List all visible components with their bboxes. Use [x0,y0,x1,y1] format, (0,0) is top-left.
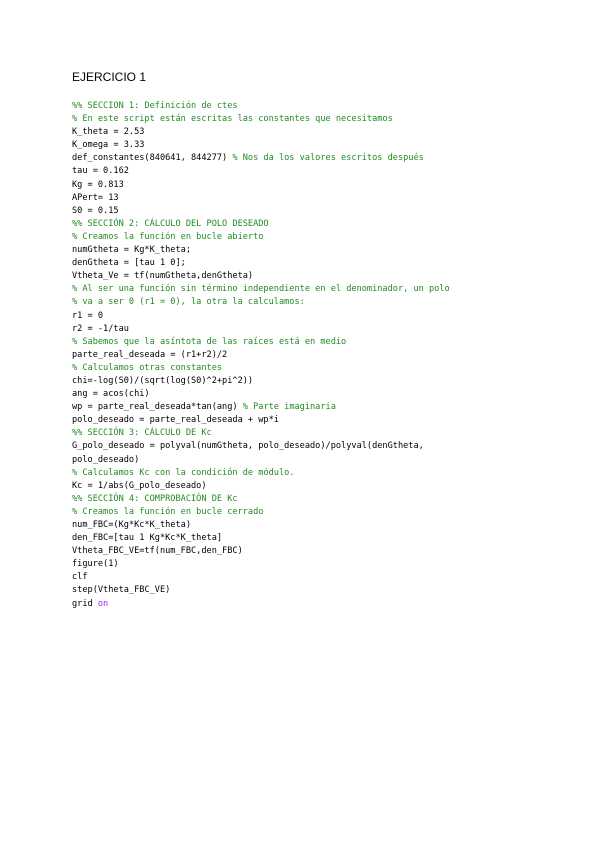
code-line [72,375,532,388]
code-text: tau = 0.162 [72,166,129,177]
code-text: polo_deseado = parte_real_deseada + wp*i [72,415,279,426]
code-comment: %% SECCIÓN 4: COMPROBACIÓN DE Kc [72,493,238,504]
code-line [72,519,532,532]
code-text: G_polo_deseado = polyval(numGtheta, polo_deseado)/polyval(denGtheta, [72,441,424,452]
code-line [72,584,532,597]
code-text: S0 = 0.15 [72,205,119,216]
code-text: step(Vtheta_FBC_VE) [72,585,171,596]
code-line [72,126,532,139]
code-text: r1 = 0 [72,310,104,321]
code-text: r2 = -1/tau [72,323,129,334]
code-line [72,205,532,218]
code-comment: %% SECCIÓN 2: CÁLCULO DEL POLO DESEADO [72,218,269,229]
code-comment: %% SECCIÓN 3: CÁLCULO DE Kc [72,428,212,439]
code-text: grid [72,598,98,609]
code-line [72,558,532,571]
code-comment: % va a ser 0 (r1 = 0), la otra la calculamos: [72,297,305,308]
code-text: def_constantes(840641, 844277) [72,153,233,164]
document-title: EJERCICIO 1 [72,70,147,84]
code-comment: % En este script están escritas las constantes que necesitamos [72,114,393,125]
code-comment: % Nos da los valores escritos después [232,153,424,164]
code-text: polo_deseado) [72,454,140,465]
code-text: chi=-log(S0)/(sqrt(log(S0)^2+pi^2)) [72,375,254,386]
code-comment: % Al ser una función sin término independiente en el denominador, un polo [72,284,450,295]
code-line [72,179,532,192]
code-line [72,427,532,440]
code-text: clf [72,572,88,583]
code-line [72,218,532,231]
code-text: Vtheta_Ve = tf(numGtheta,denGtheta) [72,271,254,282]
code-line [72,323,532,336]
code-text: den_FBC=[tau 1 Kg*Kc*K_theta] [72,533,223,544]
code-line [72,388,532,401]
code-line [72,139,532,152]
code-line [72,244,532,257]
code-line [72,401,532,414]
code-text: Kg = 0.813 [72,179,124,190]
code-line [72,310,532,323]
code-text: Vtheta_FBC_VE=tf(num_FBC,den_FBC) [72,546,243,557]
code-comment: % Creamos la función en bucle cerrado [72,506,264,517]
code-line [72,362,532,375]
code-text: figure(1) [72,559,119,570]
code-line [72,349,532,362]
code-line [72,113,532,126]
code-text: K_omega = 3.33 [72,140,145,151]
code-line [72,493,532,506]
code-comment: % Creamos la función en bucle abierto [72,231,264,242]
code-line [72,336,532,349]
code-line [72,296,532,309]
code-line [72,598,532,611]
code-text: K_theta = 2.53 [72,127,145,138]
code-comment: % Calculamos Kc con la condición de módulo. [72,467,295,478]
code-line [72,152,532,165]
code-line [72,192,532,205]
code-line [72,467,532,480]
code-keyword: on [97,598,109,609]
code-line [72,506,532,519]
code-text: APert= 13 [72,192,119,203]
code-line [72,532,532,545]
code-text: parte_real_deseada = (r1+r2)/2 [72,349,228,360]
code-line [72,480,532,493]
code-text: numGtheta = Kg*K_theta; [72,245,191,256]
code-line [72,231,532,244]
code-line [72,270,532,283]
code-text: denGtheta = [tau 1 0]; [72,258,186,269]
code-line [72,545,532,558]
code-text: num_FBC=(Kg*Kc*K_theta) [72,520,191,530]
code-line [72,454,532,467]
code-comment: %% SECCION 1: Definición de ctes [72,101,238,111]
code-line [72,414,532,427]
code-line [72,440,532,453]
code-text: Kc = 1/abs(G_polo_deseado) [72,480,207,491]
code-line [72,571,532,584]
code-line [72,283,532,296]
code-text: wp = parte_real_deseada*tan(ang) [72,402,243,413]
code-comment: % Sabemos que la asíntota de las raíces está en medio [72,336,347,347]
code-comment: % Parte imaginaria [242,402,336,413]
code-comment: % Calculamos otras constantes [72,362,223,373]
code-line [72,257,532,270]
code-listing [72,100,532,611]
code-text: ang = acos(chi) [72,389,150,400]
code-line [72,100,532,113]
code-line [72,165,532,178]
